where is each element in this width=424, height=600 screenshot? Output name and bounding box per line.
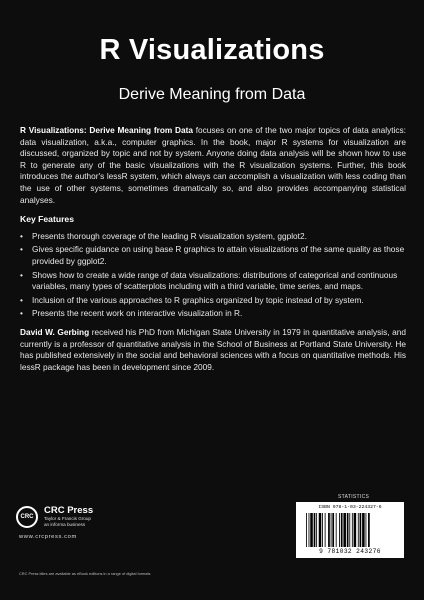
barcode-bar xyxy=(306,513,307,547)
barcode-bar xyxy=(360,513,362,547)
barcode-bar xyxy=(341,513,343,547)
barcode-bar xyxy=(347,513,349,547)
barcode-bar xyxy=(322,513,323,547)
feature-text: Inclusion of the various approaches to R graphics organized by topic instead of by system. xyxy=(32,294,364,305)
author-bio-text: received his PhD from Michigan State University in 1979 in quantitative analysis, and currently is a professor of quantitative analysis in the School of Business at Portland State University. He has published extensively in the social and behavioral sciences with a focus on quantitative methods. His lessR package has been in development since 2009. xyxy=(20,326,406,372)
bullet-icon: • xyxy=(20,244,23,255)
feature-text: Presents the recent work on interactive visualization in R. xyxy=(32,308,243,319)
barcode-bar xyxy=(336,513,337,547)
feature-item xyxy=(20,270,406,293)
barcode-bar xyxy=(352,513,353,547)
feature-item xyxy=(20,295,406,307)
category-label: STATISTICS xyxy=(338,494,370,500)
bullet-icon: • xyxy=(20,294,23,305)
feature-text: Presents thorough coverage of the leading R visualization system, ggplot2. xyxy=(32,230,307,241)
cover-description xyxy=(20,125,406,381)
bullet-icon: • xyxy=(20,230,23,241)
feature-text: Shows how to create a wide range of data visualizations: distributions of categorical and continuous variables, many types of scatterplots including with a third variable, time series, and maps. xyxy=(32,269,398,292)
author-bio xyxy=(20,327,406,373)
barcode-bar xyxy=(339,513,340,547)
intro-paragraph xyxy=(20,125,406,206)
barcode-bar xyxy=(366,513,367,547)
barcode-bar xyxy=(309,513,310,547)
barcode-icon xyxy=(306,513,394,547)
feature-item xyxy=(20,308,406,320)
ebook-fineprint: CRC Press titles are available as eBook editions in a range of digital formats xyxy=(19,571,151,576)
isbn-text: ISBN 978-1-03-224327-6 xyxy=(318,505,382,510)
intro-bold-title: R Visualizations: Derive Meaning from Data xyxy=(20,125,193,135)
feature-item xyxy=(20,244,406,267)
publisher-sub1: Taylor & Francis Group xyxy=(44,516,91,521)
book-subtitle: Derive Meaning from Data xyxy=(118,86,306,103)
author-name: David W. Gerbing xyxy=(20,326,90,337)
barcode-bar xyxy=(349,513,350,547)
book-title: R Visualizations xyxy=(99,34,325,66)
publisher-url: www.crcpress.com xyxy=(19,534,77,540)
key-features-heading: Key Features xyxy=(20,214,74,225)
bullet-icon: • xyxy=(20,269,23,280)
feature-item xyxy=(20,231,406,243)
barcode-bar xyxy=(314,513,316,547)
publisher-sub2: an informa business xyxy=(44,521,86,527)
key-features-list xyxy=(20,231,406,320)
barcode-bar xyxy=(343,513,346,547)
barcode-number: 9 781032 243276 xyxy=(319,548,381,555)
intro-text: focuses on one of the two major topics of data analytics: data visualization, a.k.a., computer graphics. In the book, major R systems for visualization are discussed, organized by topic and not by system. Anyone doing data analysis will be shown how to use R to generate any of the basic visualizations with the R visualization systems. Further, this book introduces the author's lessR system, which always can accomplish a visualization with less coding than the use of other systems, sometimes dramatically so, and also provides accompanying statistical analyses. xyxy=(20,125,406,205)
publisher-name: CRC Press xyxy=(44,505,94,516)
barcode-bar xyxy=(358,513,359,547)
barcode-bar xyxy=(328,513,330,547)
barcode-bar xyxy=(325,513,326,547)
feature-text: Gives specific guidance on using base R graphics to attain visualizations of the same quality as those provided by ggplot2. xyxy=(32,244,405,266)
bullet-icon: • xyxy=(20,308,23,319)
barcode-box xyxy=(296,502,404,558)
barcode-bar xyxy=(316,513,317,547)
publisher-text xyxy=(44,506,164,527)
barcode-bar xyxy=(354,513,357,547)
barcode-bar xyxy=(332,513,334,547)
barcode-bar xyxy=(319,513,322,547)
barcode-bar xyxy=(362,513,365,547)
barcode-bar xyxy=(331,513,332,547)
barcode-bar xyxy=(310,513,313,547)
barcode-bar xyxy=(368,513,370,547)
crc-logo-icon: CRC xyxy=(16,506,38,528)
